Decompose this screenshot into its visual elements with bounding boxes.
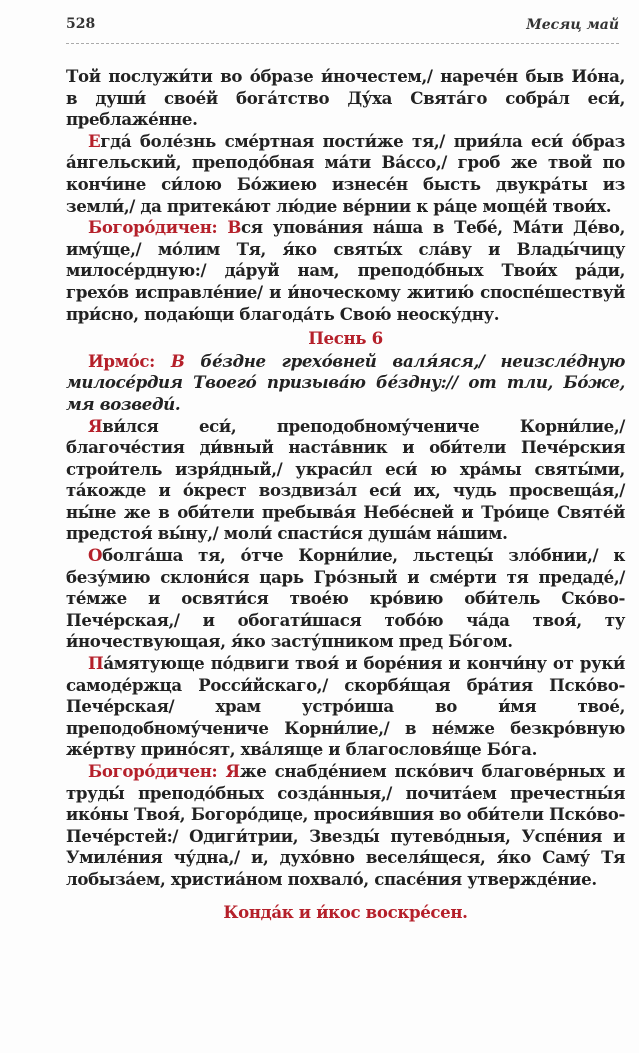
ode-heading: Песнь 6	[308, 328, 383, 349]
page-header	[66, 14, 619, 38]
drop-initial: О	[88, 545, 103, 566]
drop-initial: В	[227, 217, 242, 238]
paragraph-text: а́мятующе по́двиги твоя́ и боре́ния и кончи́ну от руки́ самоде́ржца Росси́йскаго,/ скорбя́щая бра́тия Пско́во-Пече́рская/ храм устро́иша во и́мя твое́, преподобному́чениче Корни́лие,/ в не́мже безкро́вную же́ртву прино́сят, хва́ляще и благословя́ще Бо́га.	[66, 653, 625, 760]
paragraph-text: болга́ша тя, о́тче Корни́лие, льстецы́ зло́бнии,/ к безу́мию склони́ся царь Гро́зный и сме́рти тя предаде́,/ те́мже и освяти́ся твое́ю кро́вию оби́тель Ско́во-Пече́рская,/ и обогати́шася тобо́ю ча́да твоя́, ту и́ночествующая, я́ко засту́пником пред Бо́гом.	[66, 545, 625, 652]
paragraph-troparion-vassa	[66, 131, 625, 217]
drop-initial: Я	[88, 415, 103, 436]
paragraph-irmos	[66, 351, 625, 416]
paragraph-text: гда́ боле́знь сме́ртная пости́же тя,/ прия́ла еси́ о́браз а́нгельский, преподо́бная ма́ти Ва́ссо,/ гроб же твой по конч́ине си́лою Бо́жиею изнесе́н бысть двукра́ты из земли́,/ да притека́ют лю́дие ве́рнии к ра́це моще́й твои́х.	[66, 130, 625, 216]
drop-initial: Я	[225, 761, 240, 781]
running-title: Месяц май	[526, 17, 619, 33]
drop-initial: В	[170, 350, 185, 371]
irmos-text: бе́здне грехо́вней валя́яся,/ неизсле́дную милосе́рдия Твоего́ призыва́ю бе́здну:// от тли, Бо́же, мя возведи́.	[66, 350, 625, 414]
paragraph-troparion-jonah: Той послужи́ти во о́бразе и́ночестем,/ нарече́н быв Ио́на, в души́ свое́й бога́тство Ду́ха Свята́го собра́л еси́, преблаже́нне.	[66, 66, 625, 130]
page-number: 528	[66, 16, 96, 32]
rubric-label: Богоро́дичен:	[88, 761, 226, 781]
paragraph-troparion	[66, 653, 625, 761]
rubric-label: Богоро́дичен:	[88, 217, 228, 238]
page-body	[66, 66, 625, 923]
header-rule	[66, 43, 619, 44]
kondak-heading: Конда́к и и́кос воскре́сен.	[223, 901, 468, 922]
rubric-label: Ирмо́с:	[88, 350, 171, 371]
paragraph-text: ся упова́ния на́ша в Тебе́, Ма́ти Де́во, иму́ще,/ мо́лим Тя, я́ко святы́х сла́ву и Влады́чицу милосе́рдную:/ да́руй нам, преподо́бных Твои́х ра́ди, грехо́в исправле́ние/ и и́ноческому житию́ споспе́шествуй при́сно, подаю́щи благода́ть Свою́ неоску́дну.	[66, 217, 625, 324]
drop-initial: П	[88, 653, 104, 674]
paragraph-text: ви́лся еси́, преподобному́чениче Корни́лие,/ благоче́стия ди́вный наста́вник и оби́тели Пече́рския строи́тель изря́дный,/ украси́л еси́ ю хра́мы святы́ми, та́кожде и о́крест воздвиза́л еси́ их, чудь просвеща́я,/ ны́не же в оби́тели пребыва́я Небе́сней и Тро́ице Святе́й предстоя́ вы́ну,/ моли́ спасти́ся душа́м на́шим.	[66, 415, 625, 544]
paragraph-troparion	[66, 416, 625, 546]
paragraph-theotokion-2	[66, 761, 625, 891]
paragraph-theotokion-1	[66, 217, 625, 325]
paragraph-text: же снабде́нием пско́вич благове́рных и труды́ преподо́бных созда́нныя,/ почита́ем пречестны́я ико́ны Твоя́, Богоро́дице, просия́вшия во оби́тели Пско́во-Пече́рстей:/ Одиги́трии, Звезды́ путево́дныя, Успе́ния и Умиле́ния чу́дна,/ и, духо́вно веселя́щеся, я́ко Саму́ Тя лобыза́ем, христиа́ном похвало́, спасе́ния утвержде́ние.	[66, 761, 625, 889]
drop-initial: Е	[88, 130, 101, 151]
paragraph-troparion	[66, 545, 625, 653]
